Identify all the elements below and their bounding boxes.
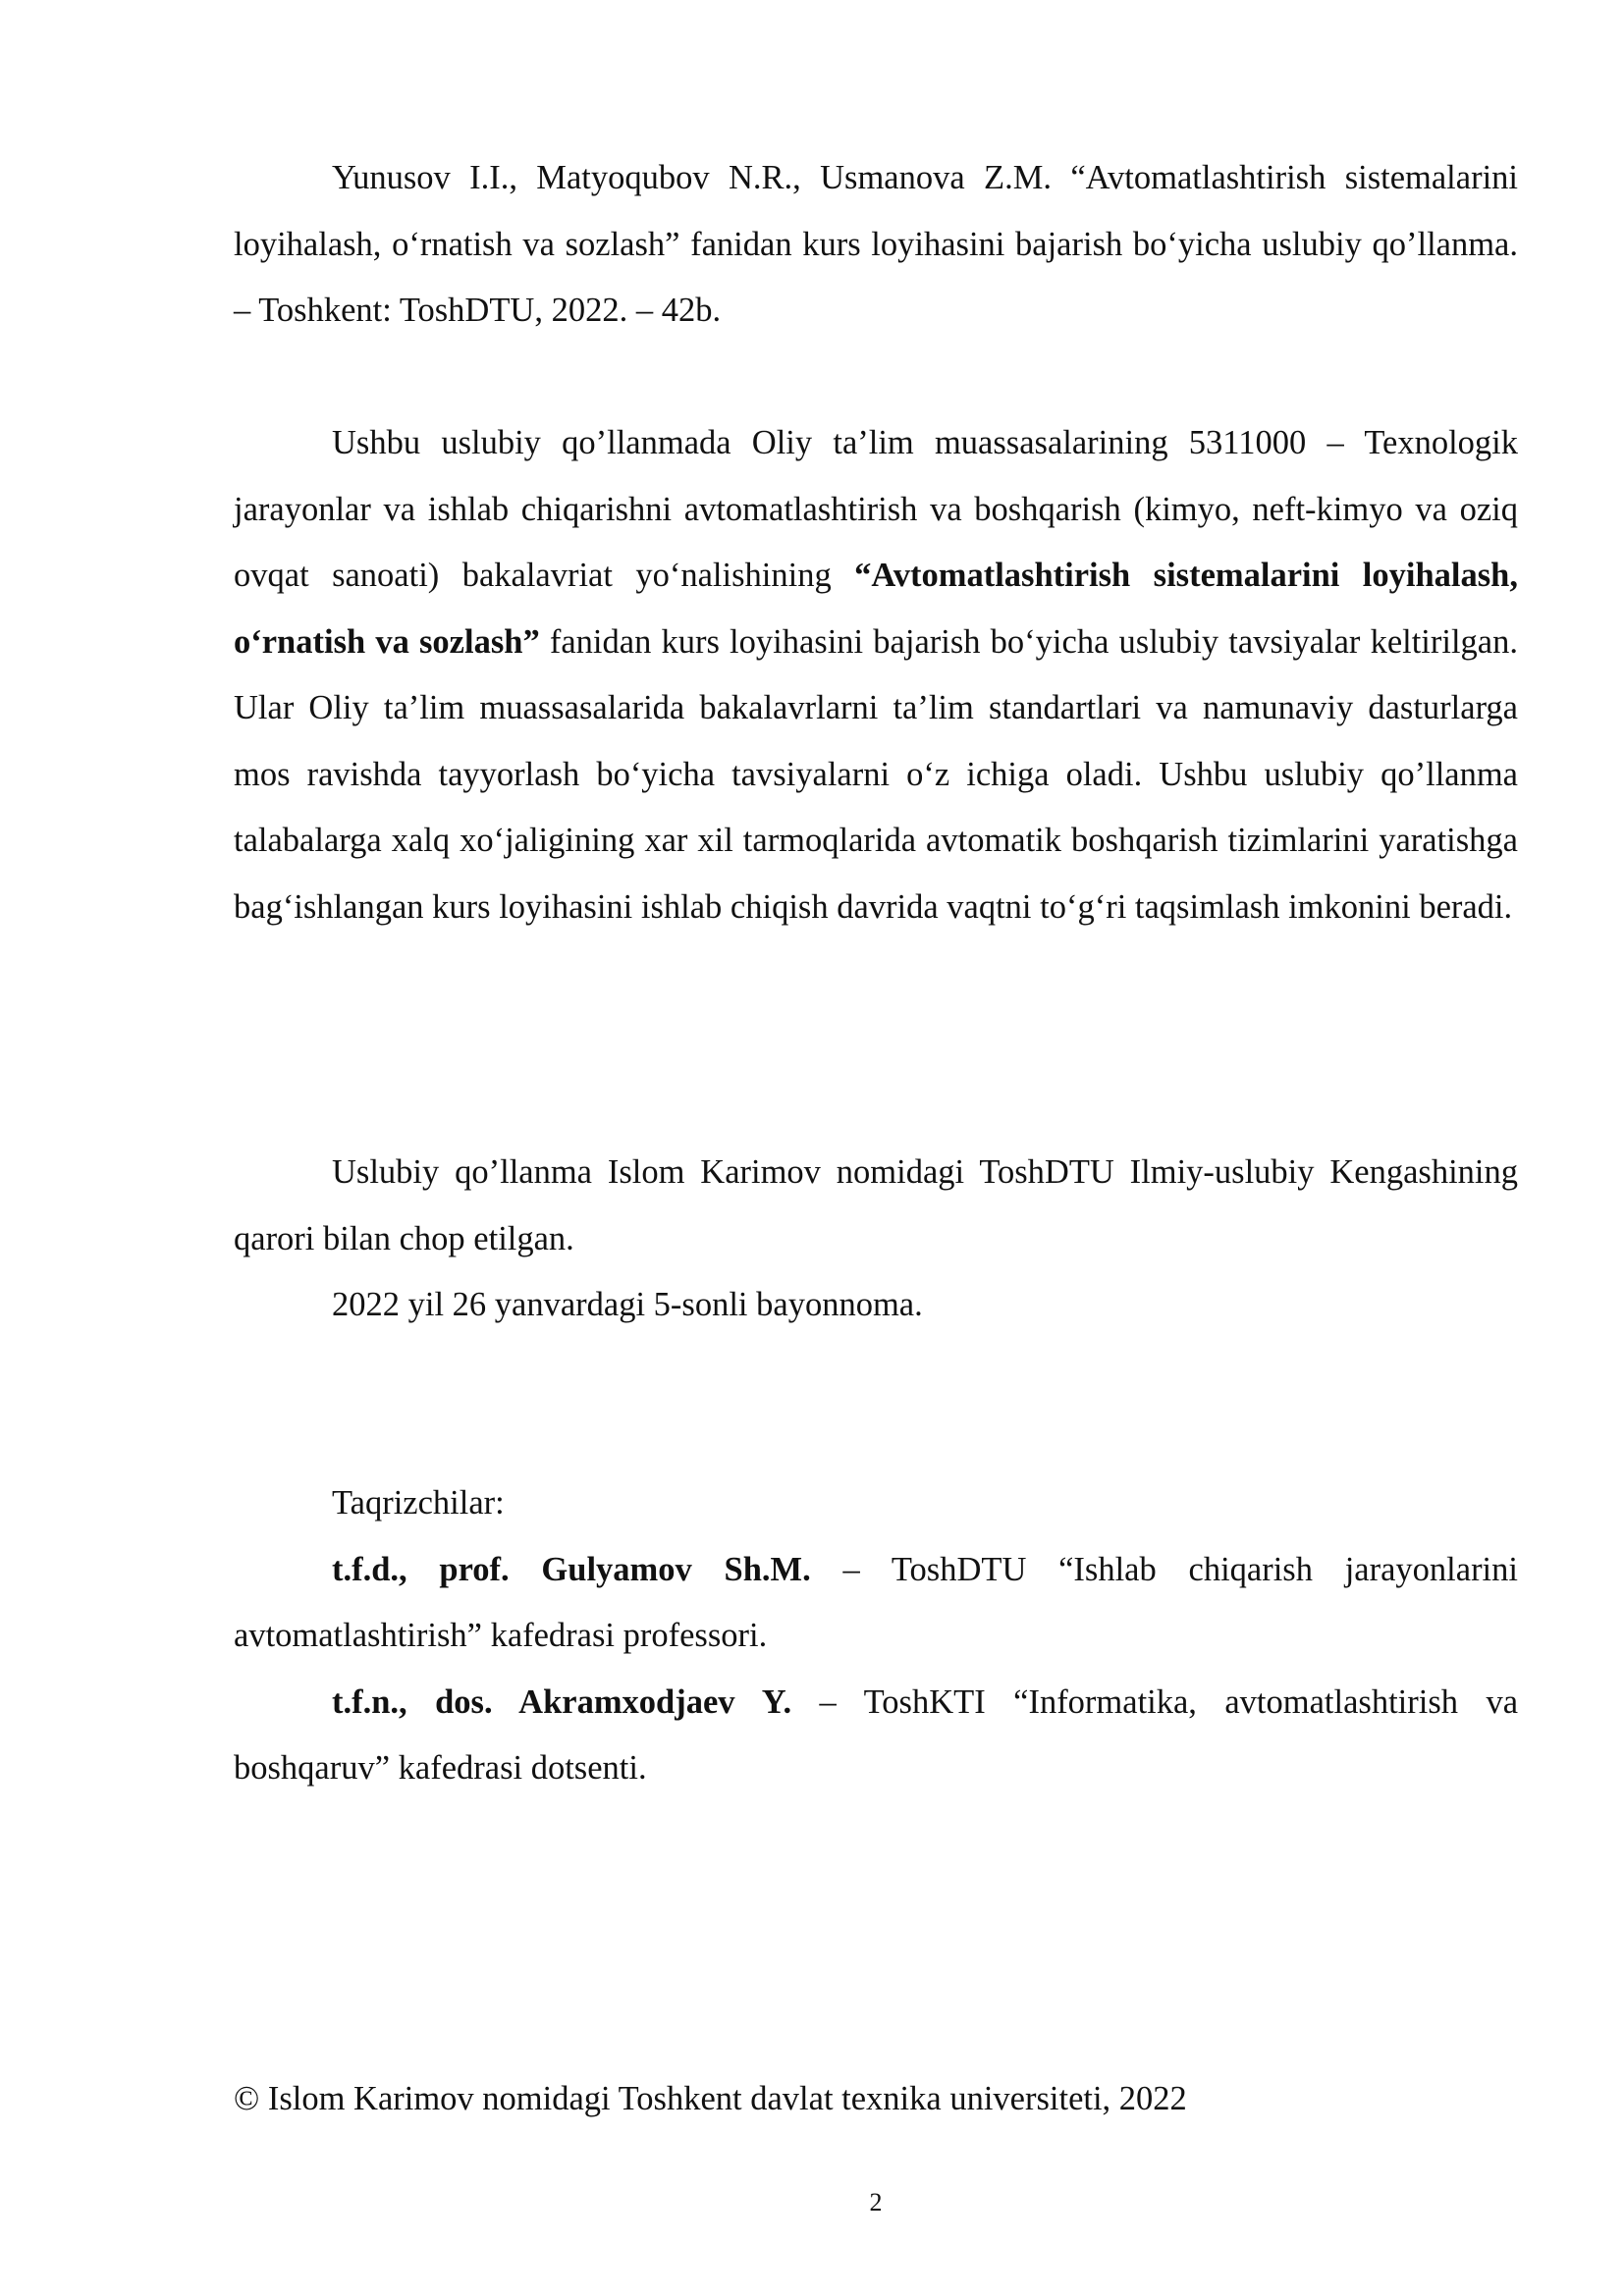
- abstract-text-part1: Ushbu uslubiy qo’llanmada Oliy ta’lim muassasalarining 5311000 – Texnologik jarayonlar va ishlab chiqarishni avtomatlashtirish va boshqarish (kimyo, neft-kimyo va oziq ovqat sanoati) bakalavriat yo‘nalishining: [234, 424, 1518, 594]
- page-number: 2: [869, 2188, 883, 2216]
- approval-block: [234, 1140, 1518, 1339]
- approval-protocol: 2022 yil 26 yanvardagi 5-sonli bayonnoma.: [332, 1286, 923, 1323]
- reviewer-affiliation: – ToshKTI “Informatika, avtomatlashtirish va boshqaruv” kafedrasi dotsenti.: [234, 1682, 1519, 1787]
- abstract-paragraph: [234, 410, 1518, 940]
- abstract-block: [234, 410, 1518, 940]
- copyright-notice: © Islom Karimov nomidagi Toshkent davlat texnika universiteti, 2022: [234, 2080, 1187, 2117]
- reviewers-block: [234, 1470, 1518, 1802]
- reviewer-name: t.f.d., prof. Gulyamov Sh.M.: [332, 1550, 811, 1588]
- reviewer-entry: [234, 1670, 1518, 1802]
- abstract-text-part2: fanidan kurs loyihasini bajarish bo‘yicha uslubiy tavsiyalar keltirilgan. Ular Oliy ta’lim muassasalarida bakalavrlarni ta’lim standartlari va namunaviy dasturlarga mos ravishda tayyorlash bo‘yicha tavsiyalarni o‘z ichiga oladi. Ushbu uslubiy qo’llanma talabalarga xalq xo‘jaligining xar xil tarmoqlarida avtomatik boshqarish tizimlarini yaratishga bag‘ishlangan kurs loyihasini ishlab chiqish davrida vaqtni to‘g‘ri taqsimlash imkonini beradi.: [234, 622, 1518, 926]
- reviewer-name: t.f.n., dos. Akramxodjaev Y.: [332, 1682, 792, 1721]
- course-title: “Avtomatlashtirish sistemalarini loyihalash, o‘rnatish va sozlash”: [234, 557, 1518, 661]
- citation-block: [234, 145, 1518, 345]
- reviewer-affiliation: – ToshDTU “Ishlab chiqarish jarayonlarini avtomatlashtirish” kafedrasi professori.: [234, 1550, 1518, 1654]
- approval-text: Uslubiy qo’llanma Islom Karimov nomidagi ToshDTU Ilmiy-uslubiy Kengashining qarori bilan chop etilgan.: [234, 1153, 1518, 1257]
- reviewers-heading: Taqrizchilar:: [332, 1484, 505, 1522]
- reviewer-entry: [234, 1537, 1518, 1670]
- citation-text: Yunusov I.I., Matyoqubov N.R., Usmanova Z.M. “Avtomatlashtirish sistemalarini loyihalash, o‘rnatish va sozlash” fanidan kurs loyihasini bajarish bo‘yicha uslubiy qo’llanma. – Toshkent: ToshDTU, 2022. – 42b.: [234, 159, 1518, 329]
